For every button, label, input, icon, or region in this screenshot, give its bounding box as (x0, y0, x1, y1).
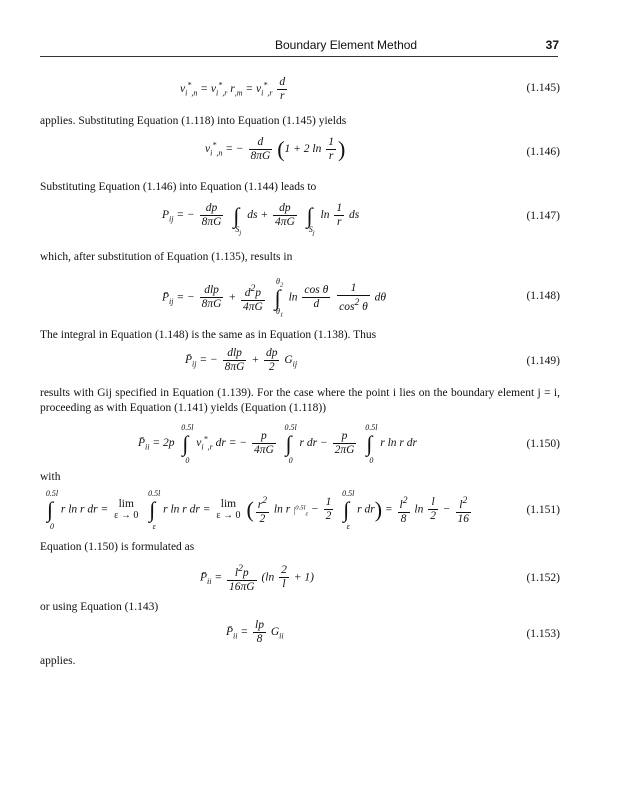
equation-1-148 (60, 274, 560, 320)
paragraph: The integral in Equation (1.148) is the same as in Equation (1.138). Thus (40, 329, 377, 341)
equation-number: (1.151) (526, 504, 560, 516)
equation-1-147-body: $P_{ij}$ = − $\frac{dp}{8\pi G}$ ∫ $S_j$ ds + $\frac{dp}{4\pi G}$ ∫ $S_j$ ln $\frac{1}{r}$ ds (162, 202, 360, 237)
equation-1-145 (60, 72, 560, 106)
equation-1-149-body: $P̄_{ij}$ = − $\frac{\text{dlp}}{8\pi G}$ + $\frac{dp}{2}$ $G_{ij}$ (185, 347, 298, 373)
equation-number: (1.152) (526, 572, 560, 584)
paragraph: applies. (40, 655, 76, 667)
equation-number: (1.145) (526, 82, 560, 94)
paragraph: Equation (1.150) is formulated as (40, 541, 195, 553)
equation-number: (1.153) (526, 628, 560, 640)
equation-1-150 (60, 422, 560, 468)
paragraph: applies. Substituting Equation (1.118) into Equation (1.145) yields (40, 115, 347, 127)
equation-1-146 (60, 134, 560, 172)
equation-1-151-body: ∫ 0.5l 0 r ln r dr = lim ε → 0 ∫ 0.5l ε r ln r dr = lim ε → 0 ( $\frac{r^2}{2}$ ln r $|^{0.5l}_\varepsilon$ − $\frac{1}{2}$ ∫ 0.5l ε r dr) = $\frac{l^2}{8}$ ln $\frac{l}{2}$ − $\frac{l^2}{16}$ (45, 488, 469, 531)
equation-1-146-body: $v_i^*_{,n}$ = − $\frac{d}{8\pi G}$ (1 + 2 ln $\frac{1}{r}$ ) (205, 136, 346, 162)
equation-number: (1.146) (526, 146, 560, 158)
equation-1-145-body: $v_i^*_{,n} = v_i^*_{,r}$ $r_{,m} = v_i^*_{,r}$ $\frac{d}{r}$ (180, 76, 286, 102)
running-title: Boundary Element Method (275, 38, 418, 52)
running-header (275, 38, 575, 54)
header-rule (40, 56, 558, 57)
equation-number: (1.148) (526, 290, 560, 302)
equation-number: (1.150) (526, 438, 560, 450)
paragraph: Substituting Equation (1.146) into Equation (1.144) leads to (40, 181, 317, 193)
equation-1-150-body: $P̄_{ii} = 2p$ ∫ 0.5l 0 $v_i^*_{,r}$ dr = − $\frac{p}{4\pi G}$ ∫ 0.5l 0 r dr − $\frac{p}{2\pi G}$ ∫ 0.5l 0 r ln r dr (138, 422, 417, 465)
equation-1-153-body: $P̄_{ii}$ = $\frac{lp}{8}$ $G_{ii}$ (226, 619, 284, 645)
equation-number: (1.147) (526, 210, 560, 222)
paragraph: results with Gij specified in Equation (1.139). For the case where the point i lies on the boundary element j = i, proceeding as with Equation (1.141) yields (Equation (1.118)) (40, 387, 560, 414)
equation-1-152-body: $P̄_{ii}$ = $\frac{l^2p}{16\pi G}$ (ln $\frac{2}{l}$ + 1) (200, 563, 314, 593)
page-number: 37 (545, 38, 559, 52)
paragraph: or using Equation (1.143) (40, 601, 159, 613)
equation-1-151 (40, 486, 560, 534)
paragraph: which, after substitution of Equation (1.135), results in (40, 251, 293, 263)
equation-1-148-body: $P̄_{ij}$ = − $\frac{\text{dlp}}{8\pi G}$ + $\frac{d^2p}{4\pi G}$ ∫ $\theta_2$ $\theta_1$ ln $\frac{\text{cos θ}}{d}$ $\frac{1}{\cos^2 \theta}$ dθ (162, 276, 387, 319)
equation-1-153 (60, 618, 560, 652)
equation-1-147 (60, 198, 560, 238)
equation-1-152 (60, 560, 560, 596)
equation-1-149 (60, 344, 560, 380)
equation-number: (1.149) (526, 355, 560, 367)
paragraph: with (40, 471, 61, 483)
